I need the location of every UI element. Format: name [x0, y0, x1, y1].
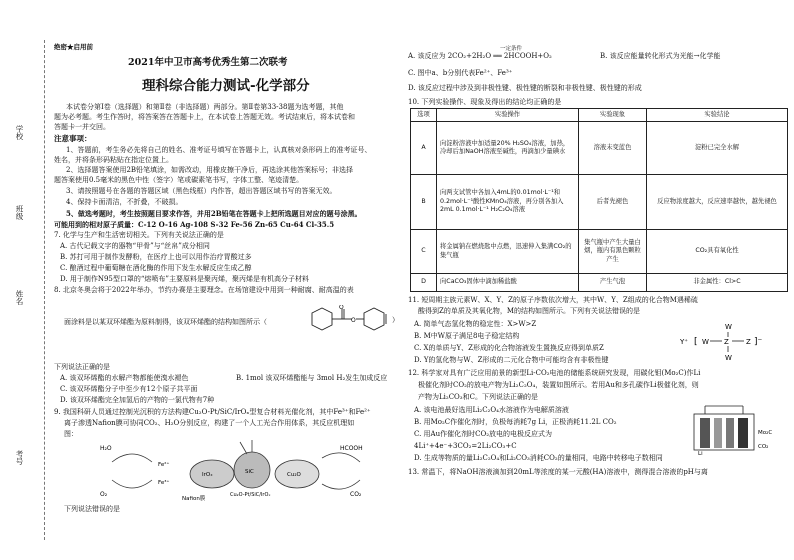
- q7-option: D. 用于制作N95型口罩的“熔喷布”主要原料是聚丙烯，聚丙烯是有机高分子材料: [60, 275, 310, 283]
- table-cell: B: [411, 175, 437, 230]
- q12-option: 4Li⁺+4e⁻+3CO₂=2Li₂CO₃+C: [414, 442, 517, 450]
- table-row: [411, 122, 788, 175]
- secret-label: 绝密★启用前: [54, 43, 93, 51]
- table-cell: 溶液未变蓝色: [579, 122, 647, 175]
- table-cell: CO₂具有氧化性: [647, 230, 788, 274]
- q9-stem: 9. 我国科研人员通过控制光沉积的方法构建Cu₂O-Pt/SiC/IrOₓ型复合材料光催化剂，其中Fe³⁺和Fe²⁺: [54, 408, 371, 416]
- q12-option: B. 用Mo₂C作催化剂时，负极每消耗7g Li，正极消耗11.2L CO₂: [414, 418, 617, 426]
- q11-structure: [678, 316, 784, 364]
- q9-condition: 一定条件: [500, 46, 523, 52]
- fig-label: Li: [698, 451, 703, 456]
- q12-stem: 极催化剂时CO₂的放电产物为Li₂C₂O₄，装置如图所示。若用Au和多孔碳作Li极催化剂，则: [418, 381, 699, 389]
- notice-line: 3、请按照题号在各题的答题区域（黑色线框）内作答，超出答题区域书写的答案无效。: [66, 187, 337, 195]
- svg-text:[: [: [694, 337, 698, 347]
- table-cell: 向两支试管中各加入4mL的0.01mol·L⁻¹和0.2mol·L⁻¹酸性KMnO₄溶液，再分别各加入2mL 0.1mol·L⁻¹ H₂C₂O₄溶液: [437, 175, 579, 230]
- fig-label: CO₂: [350, 491, 362, 498]
- table-cell: C: [411, 230, 437, 274]
- table-header: 实验操作: [437, 109, 579, 122]
- notice-line: 5、做选考题时，考生按照题目要求作答，并用2B铅笔在答题卡上把所选题目对应的题号涂黑。: [66, 209, 362, 218]
- q8-option-b: B. 1mol 该双环烯酯能与 3mol H₂发生加成反应: [236, 374, 388, 382]
- q9-stem: 下列说法错误的是: [64, 505, 120, 513]
- q10-stem: 10. 下列实验操作、现象及得出的结论均正确的是: [408, 98, 562, 106]
- table-header-row: [411, 109, 788, 122]
- exam-name: 2021年中卫市高考优秀生第二次联考: [128, 57, 288, 68]
- struct-label: W: [725, 323, 732, 331]
- q11-option: C. X的单质与Y、Z形成的化合物溶液发生置换反应得到单质Z: [414, 344, 604, 352]
- page-title: 理科综合能力测试-化学部分: [142, 78, 310, 94]
- q11-stem: 11. 短周期主族元素W、X、Y、Z的原子序数依次增大，其中W、Y、Z组成的化合物M遇稀硫: [408, 296, 698, 304]
- struct-label: Z: [724, 338, 729, 346]
- table-cell: 向CaCO₃固体中滴加稀盐酸: [437, 274, 579, 292]
- fig-label: Fe³⁺: [158, 480, 170, 486]
- fig-label: Cu₂O-Pt/SiC/IrOₓ: [230, 492, 271, 498]
- bicyclic-ester-structure: [300, 305, 400, 339]
- notice-title: 注意事项：: [54, 134, 92, 143]
- q7-stem: 7. 化学与生产和生活密切相关。下列有关说法正确的是: [54, 231, 224, 239]
- q12-option: A. 该电池最好选用Li₂C₂O₄水溶液作为电解质溶液: [414, 406, 569, 414]
- fig-label: H₂O: [100, 445, 112, 452]
- side-label-name: 姓名: [15, 290, 24, 305]
- table-cell: 集气瓶中产生大量白烟，瓶内有黑色颗粒产生: [579, 230, 647, 274]
- table-cell: D: [411, 274, 437, 292]
- svg-text:O: O: [351, 317, 356, 324]
- q8-option-d: D. 该双环烯酯完全加氢后的产物的一氯代物有7种: [60, 396, 215, 404]
- q9-stem: 离子渗透Nafion膜可协同CO₂、H₂O分别反应，构建了一个人工光合作用体系，其反应机理如: [64, 419, 355, 427]
- q8-stem: 下列说法正确的是: [54, 363, 110, 371]
- table-header: 实验结论: [647, 109, 788, 122]
- q13-stem: 13. 常温下，将NaOH溶液滴加到20mL等浓度的某一元酸(HA)溶液中，测得混合溶液的pH与离: [408, 468, 708, 476]
- table-cell: 后者先褪色: [579, 175, 647, 230]
- notice-line: 4、保持卡面清洁，不折叠，不破损。: [66, 198, 183, 206]
- fig-label: SiC: [245, 469, 254, 475]
- notice-line: 2、选择题答案使用2B铅笔填涂，如需改动，用橡皮擦干净后，再选涂其他答案标号；非选择: [66, 166, 354, 174]
- intro-line: 本试卷分第Ⅰ卷（选择题）和第Ⅱ卷（非选择题）两部分。第Ⅱ卷第33-38题为选考题，其他: [66, 103, 344, 111]
- intro-line: 题为必考题。考生作答时，将答案答在答题卡上，在本试卷上答题无效。考试结束后，将本试卷和: [54, 113, 355, 121]
- svg-text:）: ）: [392, 316, 399, 324]
- fig-label: Nafion膜: [182, 496, 206, 502]
- notice-line: 1、答题前，考生务必先将自己的姓名、准考证号填写在答题卡上，认真核对条形码上的准考证号、: [66, 146, 372, 154]
- q12-stem: 产物为Li₂CO₃和C。下列说法正确的是: [418, 393, 538, 401]
- q9-option-b: B. 该反应能量转化形式为光能→化学能: [600, 52, 721, 60]
- q11-option: B. M中W原子满足8电子稳定结构: [414, 332, 520, 340]
- q9-option-a: A. 该反应为 2CO₂+2H₂O ══ 2HCOOH+O₂: [408, 52, 552, 60]
- q8-option-a: A. 该双环烯酯的水解产物都能使溴水褪色: [60, 374, 189, 382]
- q11-stem: 酸得到Z的单质及其氧化物，M的结构如图所示。下列有关说法错误的是: [418, 307, 641, 315]
- struct-label: W: [725, 354, 732, 362]
- fig-label: HCOOH: [340, 445, 363, 452]
- table-cell: 向淀粉溶液中加适量20% H₂SO₄溶液，加热，冷却后加NaOH溶液至碱性，再滴加少量碘水: [437, 122, 579, 175]
- table-header: 选项: [411, 109, 437, 122]
- q10-table: [410, 108, 788, 292]
- table-cell: 淀粉已完全水解: [647, 122, 788, 175]
- q7-option: C. 酿酒过程中葡萄糖在酒化酶的作用下发生水解反应生成乙醇: [60, 264, 252, 272]
- q9-mechanism-figure: [92, 440, 382, 502]
- q12-option: C. 用Au作催化剂时CO₂放电的电极反应式为: [414, 430, 553, 438]
- notice-line: 题答案使用0.5毫米的黑色中性（签字）笔或碳素笔书写，字体工整、笔迹清楚。: [54, 176, 304, 184]
- q12-battery-figure: [686, 404, 784, 456]
- side-label-school: 学校: [15, 125, 24, 140]
- q11-option: D. Y的氢化物与W、Z形成的二元化合物中可能均含有非极性键: [414, 356, 609, 364]
- q12-stem: 12. 科学家对具有广泛应用前景的新型Li-CO₂电池的储能系统研究发现，用碳化钼(Mo₂C)作Li: [408, 369, 701, 377]
- table-cell: 将金属钠在燃烧匙中点燃，迅速伸入集满CO₂的集气瓶: [437, 230, 579, 274]
- q8-stem: 面涂料是以某双环烯酯为原料制得，该双环烯酯的结构如图所示（: [64, 318, 267, 326]
- notice-line: 姓名，并将条形码粘贴在指定位置上。: [54, 156, 173, 164]
- q7-option: A. 古代记载文字的器物“甲骨”与“丝帛”成分相同: [60, 242, 210, 250]
- table-cell: 非金属性：Cl>C: [647, 274, 788, 292]
- q11-option: A. 简单气态氢化物的稳定性：X>W>Z: [414, 320, 537, 328]
- side-label-class: 班级: [15, 205, 24, 220]
- fig-label: IrOₓ: [202, 472, 213, 478]
- table-row: [411, 175, 788, 230]
- fig-label: O₂: [100, 491, 108, 498]
- svg-text:]⁻: ]⁻: [754, 337, 763, 347]
- table-cell: 反应物浓度越大，反应速率越快，越先褪色: [647, 175, 788, 230]
- atomic-masses: 可能用到的相对原子质量：C-12 O-16 Ag-108 S-32 Fe-56 Zn-65 Cu-64 Cl-35.5: [54, 220, 335, 229]
- intro-line: 答题卡一并交回。: [54, 123, 110, 131]
- fig-label: Mo₂C: [758, 430, 773, 436]
- side-label-exam-number: 考号: [15, 450, 24, 465]
- svg-text:O: O: [339, 305, 344, 311]
- binding-line: [44, 40, 45, 540]
- struct-label: W: [702, 338, 709, 346]
- q9-stem: 图：: [64, 430, 78, 438]
- q12-option: D. 生成等物质的量Li₂C₂O₄和Li₂CO₃消耗CO₂的量相同，电路中转移电子数相同: [414, 454, 663, 462]
- struct-label: Z: [746, 338, 751, 346]
- fig-label: Fe²⁺: [158, 462, 170, 468]
- table-cell: A: [411, 122, 437, 175]
- fig-label: Cu₂O: [287, 472, 301, 478]
- table-row: [411, 230, 788, 274]
- q9-option-d: D. 该反应过程中涉及到非极性键、极性键的断裂和非极性键、极性键的形成: [408, 84, 642, 92]
- struct-label: Y⁺: [680, 338, 688, 346]
- q8-stem: 8. 北京冬奥会将于2022年举办，节约办赛是主要理念。在场馆建设中用到一种耐腐、耐高温的表: [54, 286, 354, 294]
- table-cell: 产生气泡: [579, 274, 647, 292]
- q8-option-c: C. 该双环烯酯分子中至少有12个原子共平面: [60, 385, 198, 393]
- fig-label: CO₂: [758, 444, 769, 450]
- q9-option-c: C. 图中a、b分别代表Fe²⁺、Fe³⁺: [408, 69, 513, 77]
- q7-option: B. 苏打可用于制作发酵粉，在医疗上也可以用作治疗胃酸过多: [60, 253, 252, 261]
- table-row: [411, 274, 788, 292]
- table-header: 实验现象: [579, 109, 647, 122]
